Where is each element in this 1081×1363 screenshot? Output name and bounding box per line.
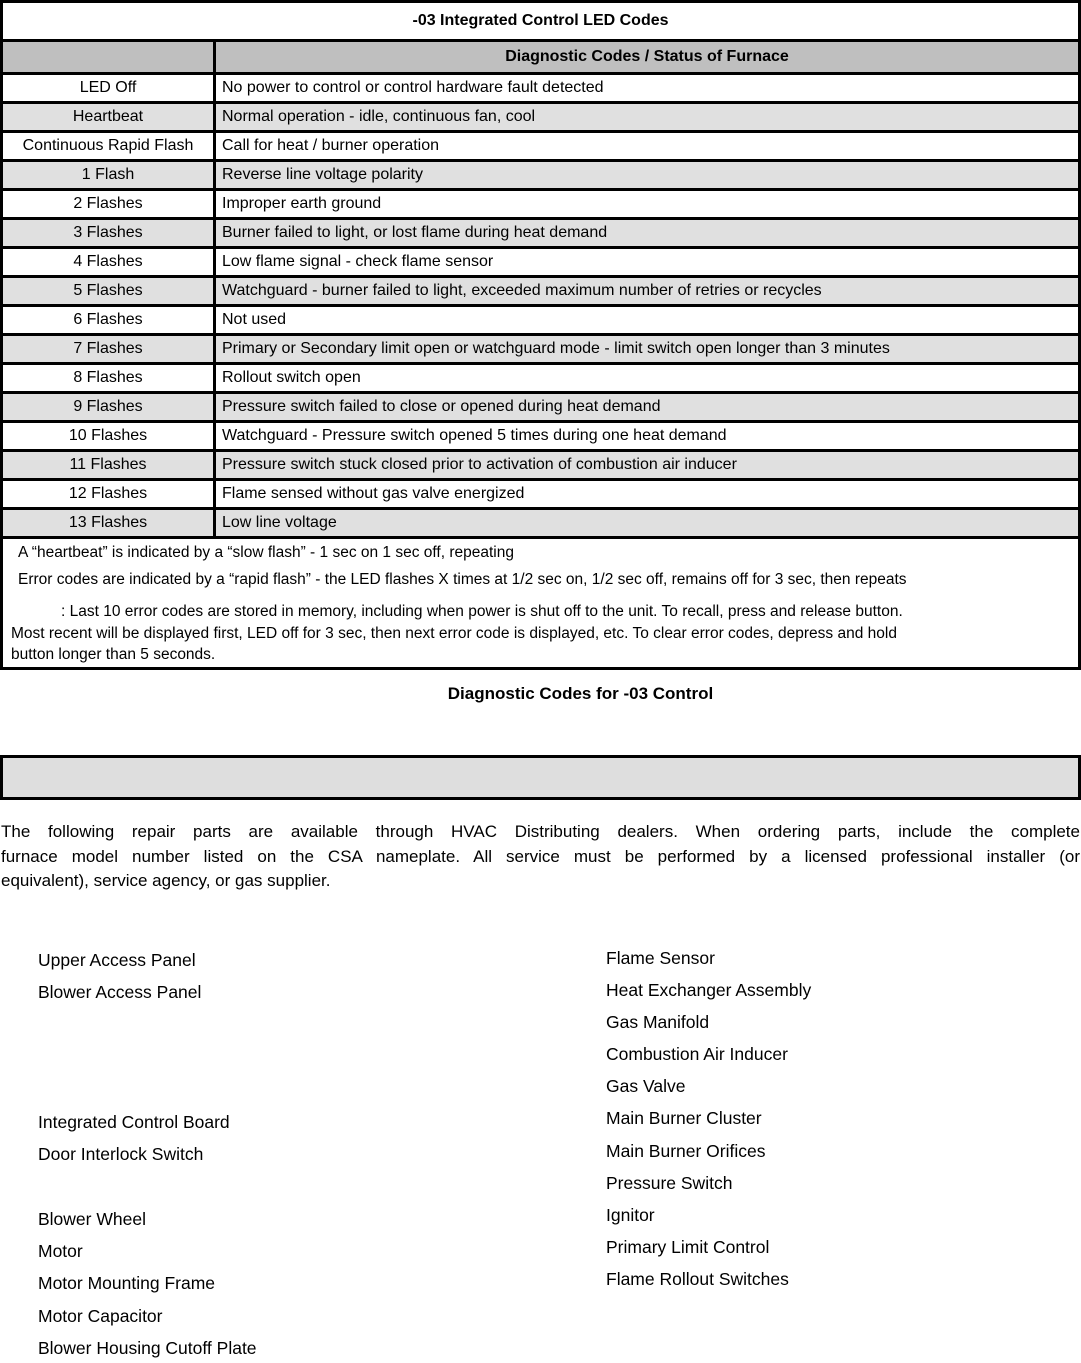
intro-paragraph: [1, 820, 1080, 894]
intro-line: The following repair parts are available through HVAC Distributing dealers. When ordering parts, include the complete: [1, 822, 1080, 841]
led-table-body: [2, 2, 1080, 669]
intro-line: equivalent), service agency, or gas supplier.: [1, 871, 331, 891]
table-row: [2, 422, 1080, 451]
part-item: Blower Housing Cutoff Plate: [38, 1338, 257, 1359]
led-code-cell: 9 Flashes: [2, 393, 215, 422]
table-row: [2, 306, 1080, 335]
part-item: Gas Manifold: [606, 1012, 710, 1033]
table-row: [2, 451, 1080, 480]
note-heartbeat: A “heartbeat” is indicated by a “slow flash” - 1 sec on 1 sec off, repeating: [18, 544, 514, 561]
led-description-cell: Low flame signal - check flame sensor: [215, 248, 1080, 277]
table-row: [2, 364, 1080, 393]
table-row: [2, 161, 1080, 190]
led-code-cell: LED Off: [2, 74, 215, 103]
table-row: [2, 480, 1080, 509]
led-code-cell: 6 Flashes: [2, 306, 215, 335]
led-code-cell: Continuous Rapid Flash: [2, 132, 215, 161]
table-row: [2, 132, 1080, 161]
part-item: [38, 1170, 257, 1202]
header-empty-cell: [2, 41, 215, 74]
led-description-cell: Reverse line voltage polarity: [215, 161, 1080, 190]
led-code-cell: 13 Flashes: [2, 509, 215, 538]
led-code-cell: Heartbeat: [2, 103, 215, 132]
part-item: Gas Valve: [606, 1076, 686, 1097]
part-item: Blower Wheel: [38, 1208, 146, 1229]
intro-line: furnace model number listed on the CSA nameplate. All service must be performed by a licensed professional installer (or: [1, 846, 1080, 866]
part-item: Flame Rollout Switches: [606, 1268, 789, 1289]
table-row: [2, 335, 1080, 364]
part-item: Blower Access Panel: [38, 982, 202, 1003]
part-item: Integrated Control Board: [38, 1111, 230, 1132]
led-code-cell: 8 Flashes: [2, 364, 215, 393]
part-item: Motor: [38, 1241, 83, 1262]
part-item: Primary Limit Control: [606, 1236, 770, 1257]
led-code-cell: 1 Flash: [2, 161, 215, 190]
led-code-cell: 7 Flashes: [2, 335, 215, 364]
part-item: Door Interlock Switch: [38, 1144, 204, 1165]
empty-section-bar: [0, 755, 1081, 800]
table-title: -03 Integrated Control LED Codes: [2, 2, 1080, 41]
led-description-cell: Primary or Secondary limit open or watchguard mode - limit switch open longer than 3 minutes: [215, 335, 1080, 364]
led-code-cell: 2 Flashes: [2, 190, 215, 219]
led-description-cell: No power to control or control hardware fault detected: [215, 74, 1080, 103]
part-item: Flame Sensor: [606, 948, 715, 968]
led-code-cell: 10 Flashes: [2, 422, 215, 451]
led-code-cell: 3 Flashes: [2, 219, 215, 248]
led-description-cell: Call for heat / burner operation: [215, 132, 1080, 161]
table-row: [2, 219, 1080, 248]
led-description-cell: Burner failed to light, or lost flame during heat demand: [215, 219, 1080, 248]
table-notes-row: [2, 538, 1080, 669]
table-row: [2, 248, 1080, 277]
led-code-cell: 5 Flashes: [2, 277, 215, 306]
led-code-cell: 4 Flashes: [2, 248, 215, 277]
table-header-row: [2, 41, 1080, 74]
table-notes-cell: [2, 538, 1080, 669]
led-description-cell: Watchguard - Pressure switch opened 5 times during one heat demand: [215, 422, 1080, 451]
table-caption: Diagnostic Codes for -03 Control: [447, 684, 714, 703]
part-item: [38, 1073, 257, 1105]
table-row: [2, 74, 1080, 103]
table-row: [2, 190, 1080, 219]
led-description-cell: Low line voltage: [215, 509, 1080, 538]
part-item: Pressure Switch: [606, 1172, 733, 1193]
table-row: [2, 277, 1080, 306]
part-item: Heat Exchanger Assembly: [606, 980, 812, 1001]
led-description-cell: Flame sensed without gas valve energized: [215, 480, 1080, 509]
led-code-cell: 12 Flashes: [2, 480, 215, 509]
led-description-cell: Pressure switch failed to close or opened during heat demand: [215, 393, 1080, 422]
led-description-cell: Not used: [215, 306, 1080, 335]
parts-list-left: [38, 944, 257, 1363]
table-title-row: [2, 2, 1080, 41]
led-description-cell: Watchguard - burner failed to light, exceeded maximum number of retries or recycles: [215, 277, 1080, 306]
table-row: [2, 103, 1080, 132]
part-item: Main Burner Cluster: [606, 1108, 762, 1129]
led-description-cell: Normal operation - idle, continuous fan, cool: [215, 103, 1080, 132]
note-memory-line: button longer than 5 seconds.: [11, 646, 216, 663]
part-item: Motor Mounting Frame: [38, 1273, 216, 1294]
part-item: Ignitor: [606, 1204, 655, 1225]
part-item: [38, 1009, 257, 1041]
led-description-cell: Improper earth ground: [215, 190, 1080, 219]
note-error-codes: Error codes are indicated by a “rapid flash” - the LED flashes X times at 1/2 sec on, 1/2 sec off, remains off for 3 sec, then repeats: [18, 571, 907, 588]
led-codes-table: [0, 0, 1081, 670]
led-code-cell: 11 Flashes: [2, 451, 215, 480]
part-item: [38, 1041, 257, 1073]
table-row: [2, 393, 1080, 422]
led-description-cell: Rollout switch open: [215, 364, 1080, 393]
note-error-memory: [4, 601, 1077, 666]
note-memory-line: : Last 10 error codes are stored in memory, including when power is shut off to the unit. To recall, press and release button.: [61, 603, 903, 620]
header-diagnostic-label: Diagnostic Codes / Status of Furnace: [215, 41, 1080, 74]
note-memory-line: Most recent will be displayed first, LED off for 3 sec, then next error code is displayed, etc. To clear error codes, depress and hold: [11, 624, 897, 642]
part-item: Main Burner Orifices: [606, 1140, 766, 1161]
table-row: [2, 509, 1080, 538]
part-item: Motor Capacitor: [38, 1305, 163, 1326]
led-description-cell: Pressure switch stuck closed prior to activation of combustion air inducer: [215, 451, 1080, 480]
part-item: Combustion Air Inducer: [606, 1044, 788, 1065]
part-item: Upper Access Panel: [38, 950, 196, 970]
parts-list-right: [606, 942, 811, 1295]
